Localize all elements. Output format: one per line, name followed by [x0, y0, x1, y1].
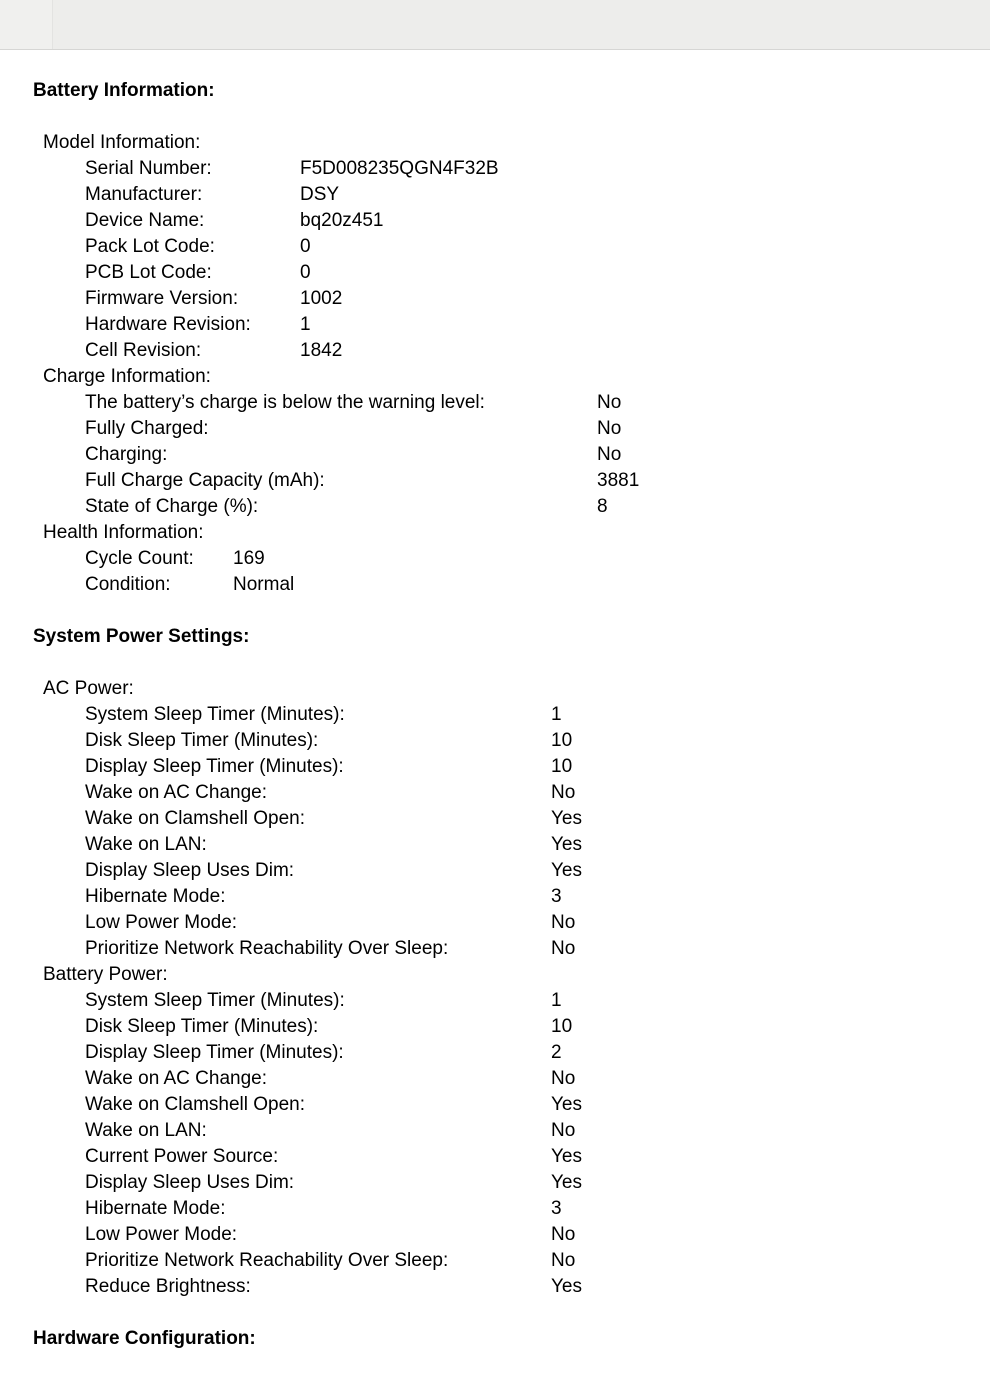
property-label: Full Charge Capacity (mAh):	[85, 470, 325, 491]
section-heading: Battery Information:	[33, 80, 215, 101]
section-heading: Hardware Configuration:	[33, 1328, 256, 1349]
property-label: Hardware Revision:	[85, 314, 251, 335]
property-label: Manufacturer:	[85, 184, 203, 205]
property-row	[0, 832, 990, 858]
property-row	[0, 806, 990, 832]
property-row	[0, 754, 990, 780]
property-label: Firmware Version:	[85, 288, 239, 309]
property-label: Current Power Source:	[85, 1146, 279, 1167]
group-heading: Health Information:	[43, 522, 204, 543]
power-report-pane[interactable]	[0, 50, 990, 1378]
property-row	[0, 780, 990, 806]
property-row	[0, 728, 990, 754]
property-row	[0, 884, 990, 910]
group-heading: AC Power:	[43, 678, 134, 699]
property-value: No	[551, 912, 576, 933]
property-row	[0, 1066, 990, 1092]
property-label: Wake on Clamshell Open:	[85, 808, 306, 829]
property-row	[0, 1170, 990, 1196]
property-label: Wake on LAN:	[85, 1120, 207, 1141]
property-value: 3881	[597, 470, 640, 491]
property-label: Wake on Clamshell Open:	[85, 1094, 306, 1115]
property-label: Cycle Count:	[85, 548, 194, 569]
property-value: 1	[551, 990, 562, 1011]
property-row	[0, 260, 990, 286]
property-row	[0, 494, 990, 520]
group-heading-line	[0, 520, 990, 546]
property-label: Low Power Mode:	[85, 912, 238, 933]
group-heading-line	[0, 130, 990, 156]
property-label: Wake on AC Change:	[85, 1068, 268, 1089]
property-label: The battery’s charge is below the warning level:	[85, 392, 485, 413]
property-value: 10	[551, 730, 573, 751]
property-value: No	[551, 1068, 576, 1089]
section-heading-line	[0, 624, 990, 650]
property-value: bq20z451	[300, 210, 384, 231]
group-heading-line	[0, 962, 990, 988]
property-value: No	[551, 938, 576, 959]
property-value: 1	[300, 314, 311, 335]
property-row	[0, 416, 990, 442]
property-label: Pack Lot Code:	[85, 236, 215, 257]
property-row	[0, 468, 990, 494]
group-heading: Charge Information:	[43, 366, 211, 387]
property-value: No	[551, 1250, 576, 1271]
property-label: Display Sleep Timer (Minutes):	[85, 756, 344, 777]
group-heading-line	[0, 676, 990, 702]
property-row	[0, 182, 990, 208]
group-heading-line	[0, 364, 990, 390]
property-row	[0, 1118, 990, 1144]
property-label: Charging:	[85, 444, 168, 465]
property-value: 3	[551, 1198, 562, 1219]
property-row	[0, 1274, 990, 1300]
property-row	[0, 442, 990, 468]
property-label: Display Sleep Uses Dim:	[85, 1172, 295, 1193]
section-heading-line	[0, 78, 990, 104]
property-value: No	[597, 392, 622, 413]
property-row	[0, 910, 990, 936]
property-row	[0, 1040, 990, 1066]
property-row	[0, 1222, 990, 1248]
property-value: No	[551, 1120, 576, 1141]
property-value: 3	[551, 886, 562, 907]
property-value: Yes	[551, 1276, 582, 1297]
property-row	[0, 338, 990, 364]
property-label: Serial Number:	[85, 158, 212, 179]
property-value: 1	[551, 704, 562, 725]
property-row	[0, 1144, 990, 1170]
property-value: 10	[551, 1016, 573, 1037]
property-label: Display Sleep Timer (Minutes):	[85, 1042, 344, 1063]
property-value: 10	[551, 756, 573, 777]
property-value: 2	[551, 1042, 562, 1063]
property-label: Disk Sleep Timer (Minutes):	[85, 1016, 319, 1037]
property-value: 8	[597, 496, 608, 517]
blank-line	[0, 1300, 990, 1326]
property-value: Yes	[551, 834, 582, 855]
property-label: PCB Lot Code:	[85, 262, 212, 283]
property-label: Disk Sleep Timer (Minutes):	[85, 730, 319, 751]
property-value: 1002	[300, 288, 343, 309]
property-label: Wake on LAN:	[85, 834, 207, 855]
property-value: F5D008235QGN4F32B	[300, 158, 499, 179]
property-label: Hibernate Mode:	[85, 1198, 226, 1219]
property-label: Reduce Brightness:	[85, 1276, 251, 1297]
blank-line	[0, 104, 990, 130]
blank-line	[0, 650, 990, 676]
property-value: Normal	[233, 574, 295, 595]
group-heading: Model Information:	[43, 132, 201, 153]
property-label: Prioritize Network Reachability Over Sleep:	[85, 938, 449, 959]
property-row	[0, 702, 990, 728]
property-value: Yes	[551, 1146, 582, 1167]
property-value: 0	[300, 236, 311, 257]
property-row	[0, 572, 990, 598]
property-row	[0, 1014, 990, 1040]
property-row	[0, 286, 990, 312]
property-label: Device Name:	[85, 210, 205, 231]
property-value: Yes	[551, 808, 582, 829]
property-row	[0, 1248, 990, 1274]
property-label: System Sleep Timer (Minutes):	[85, 990, 345, 1011]
section-heading: System Power Settings:	[33, 626, 250, 647]
property-label: State of Charge (%):	[85, 496, 259, 517]
property-value: No	[597, 444, 622, 465]
property-row	[0, 858, 990, 884]
group-heading: Battery Power:	[43, 964, 168, 985]
property-value: 169	[233, 548, 265, 569]
property-row	[0, 234, 990, 260]
property-value: DSY	[300, 184, 340, 205]
blank-line	[0, 598, 990, 624]
property-row	[0, 546, 990, 572]
property-label: Low Power Mode:	[85, 1224, 238, 1245]
property-label: Hibernate Mode:	[85, 886, 226, 907]
property-row	[0, 988, 990, 1014]
property-label: Prioritize Network Reachability Over Sleep:	[85, 1250, 449, 1271]
property-row	[0, 312, 990, 338]
section-heading-line	[0, 1326, 990, 1352]
property-row	[0, 156, 990, 182]
property-label: Display Sleep Uses Dim:	[85, 860, 295, 881]
property-label: Wake on AC Change:	[85, 782, 268, 803]
blank-line	[0, 1352, 990, 1378]
property-row	[0, 208, 990, 234]
property-value: Yes	[551, 1094, 582, 1115]
property-label: Fully Charged:	[85, 418, 209, 439]
header-strip-left-segment	[0, 0, 53, 49]
property-label: Condition:	[85, 574, 171, 595]
property-value: No	[551, 1224, 576, 1245]
property-value: 1842	[300, 340, 343, 361]
property-label: Cell Revision:	[85, 340, 202, 361]
property-value: 0	[300, 262, 311, 283]
property-label: System Sleep Timer (Minutes):	[85, 704, 345, 725]
property-value: No	[597, 418, 622, 439]
property-row	[0, 1196, 990, 1222]
property-row	[0, 390, 990, 416]
property-row	[0, 936, 990, 962]
header-strip	[0, 0, 990, 50]
property-value: Yes	[551, 1172, 582, 1193]
property-value: No	[551, 782, 576, 803]
property-value: Yes	[551, 860, 582, 881]
property-row	[0, 1092, 990, 1118]
